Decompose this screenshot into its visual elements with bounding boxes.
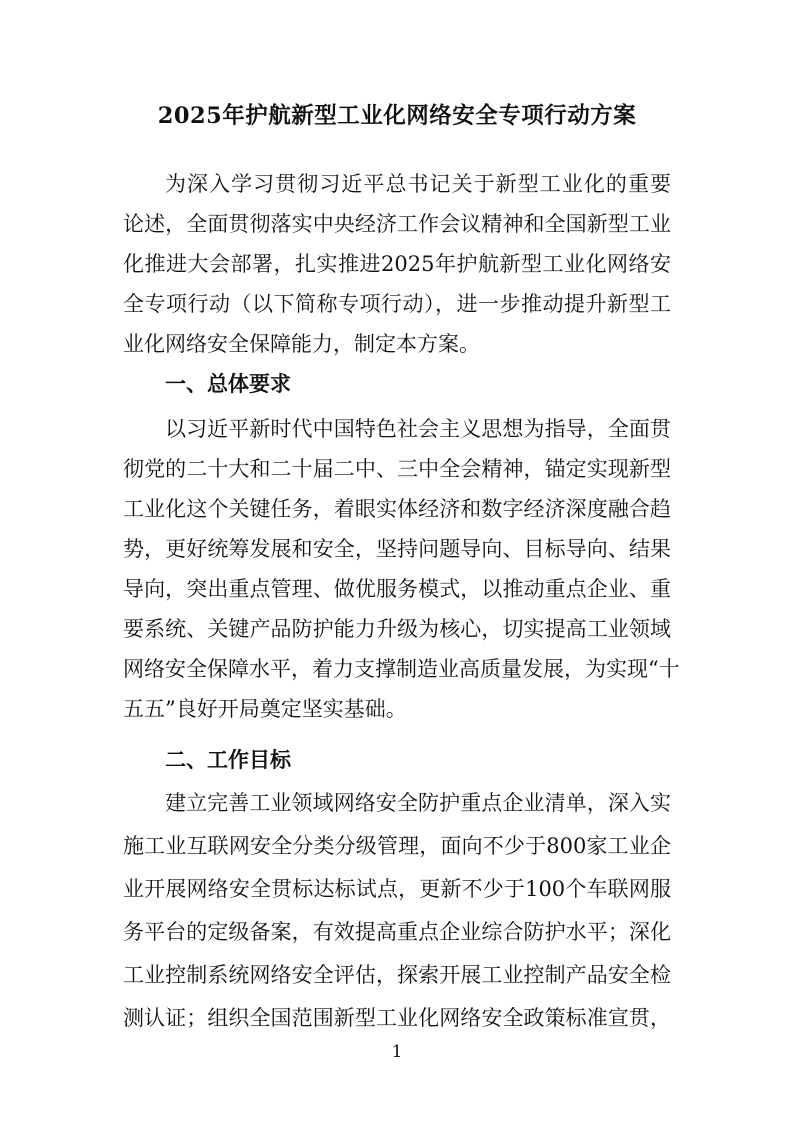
- document-title: 2025年护航新型工业化网络安全专项行动方案: [157, 103, 637, 129]
- intro-line: 全专项行动（以下简称专项行动），进一步推动提升新型工: [123, 292, 671, 316]
- section2-line: 建立完善工业领域网络安全防护重点企业清单，深入实: [165, 791, 671, 815]
- section2-line: 业开展网络安全贯标达标试点，更新不少于100个车联网服: [123, 877, 671, 901]
- section2-line: 测认证；组织全国范围新型工业化网络安全政策标准宣贯，: [123, 1006, 671, 1030]
- section1-line: 要系统、关键产品防护能力升级为核心，切实提高工业领域: [123, 617, 671, 641]
- section1-line: 势，更好统筹发展和安全，坚持问题导向、目标导向、结果: [123, 537, 671, 561]
- section-heading-general-requirements: 一、总体要求: [165, 372, 291, 396]
- section1-line: 工业化这个关键任务，着眼实体经济和数字经济深度融合趋: [123, 497, 671, 521]
- intro-line: 为深入学习贯彻习近平总书记关于新型工业化的重要: [165, 172, 671, 196]
- intro-line: 业化网络安全保障能力，制定本方案。: [123, 332, 480, 356]
- section2-line: 工业控制系统网络安全评估，探索开展工业控制产品安全检: [123, 963, 671, 987]
- section1-line: 以习近平新时代中国特色社会主义思想为指导，全面贯: [165, 417, 671, 441]
- section2-line: 施工业互联网安全分类分级管理，面向不少于800家工业企: [123, 834, 671, 858]
- section1-line: 导向，突出重点管理、做优服务模式，以推动重点企业、重: [123, 577, 671, 601]
- page-number: 1: [391, 1042, 403, 1062]
- section1-line: 五五”良好开局奠定坚实基础。: [123, 697, 407, 721]
- section1-line: 网络安全保障水平，着力支撑制造业高质量发展，为实现“十: [123, 657, 680, 681]
- section2-line: 务平台的定级备案，有效提高重点企业综合防护水平；深化: [123, 920, 671, 944]
- intro-line: 化推进大会部署，扎实推进2025年护航新型工业化网络安: [123, 252, 671, 276]
- intro-line: 论述，全面贯彻落实中央经济工作会议精神和全国新型工业: [123, 212, 671, 236]
- section-heading-work-goals: 二、工作目标: [165, 748, 291, 772]
- section1-line: 彻党的二十大和二十届二中、三中全会精神，锚定实现新型: [123, 457, 671, 481]
